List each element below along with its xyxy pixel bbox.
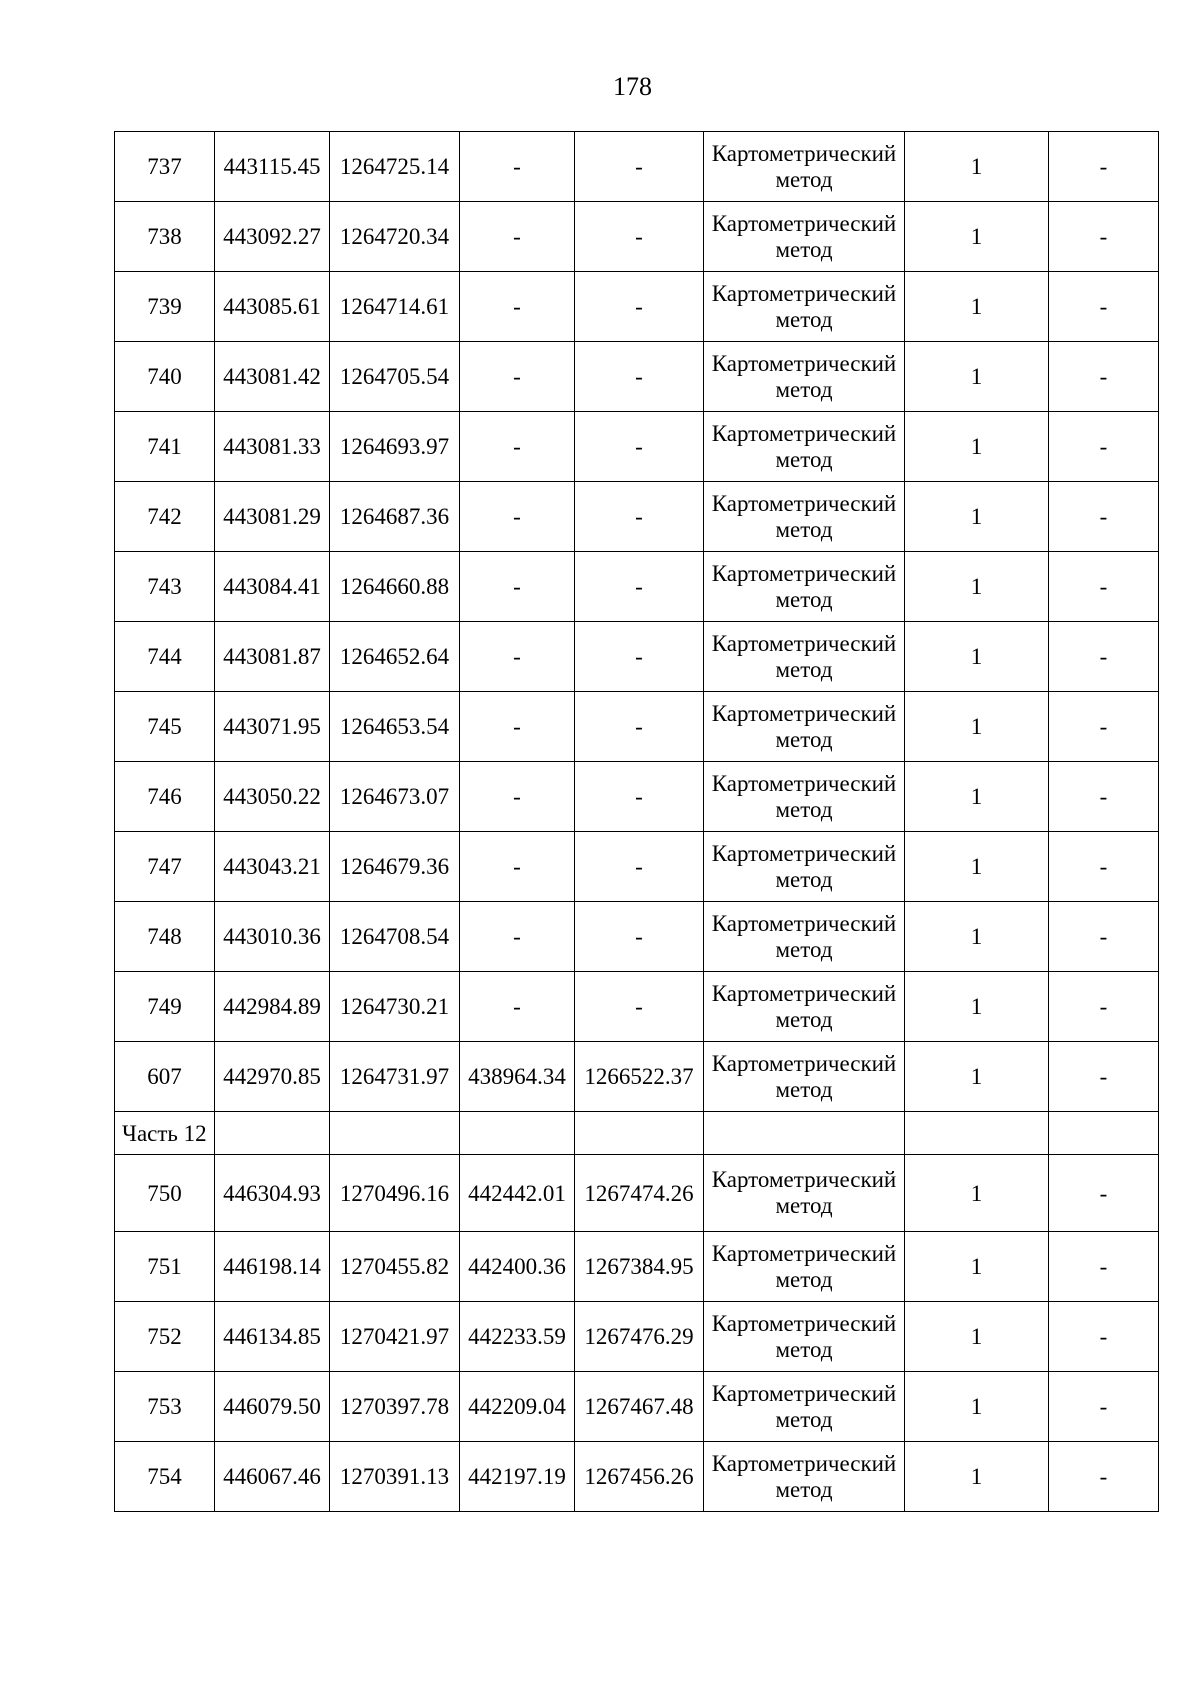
method-cell	[704, 762, 905, 832]
x-coordinate-cell: 446198.14	[215, 1232, 330, 1302]
table-row	[115, 342, 1159, 412]
y-coordinate-cell: 1264731.97	[330, 1042, 460, 1112]
method-cell	[704, 412, 905, 482]
note-cell: -	[1049, 342, 1159, 412]
note-cell: -	[1049, 832, 1159, 902]
accuracy-cell: 1	[905, 1302, 1049, 1372]
y-coordinate-prev-cell: -	[575, 622, 704, 692]
method-text-line2: метод	[775, 936, 833, 962]
point-number-cell: 750	[115, 1155, 215, 1232]
note-cell: -	[1049, 692, 1159, 762]
accuracy-cell: 1	[905, 1232, 1049, 1302]
y-coordinate-prev-cell: -	[575, 132, 704, 202]
x-coordinate-prev-cell: -	[460, 902, 575, 972]
method-text-line2: метод	[775, 236, 833, 262]
method-cell	[704, 1372, 905, 1442]
method-text-line1: Картометрический	[711, 140, 897, 166]
y-coordinate-cell: 1270421.97	[330, 1302, 460, 1372]
table-row	[115, 902, 1159, 972]
page-number: 178	[613, 72, 652, 101]
coordinates-table	[114, 131, 1159, 1512]
y-coordinate-prev-cell: -	[575, 762, 704, 832]
part-label: Часть 12	[115, 1112, 215, 1155]
table-row	[115, 272, 1159, 342]
part-header-row	[115, 1112, 1159, 1155]
point-number-cell: 749	[115, 972, 215, 1042]
accuracy-cell: 1	[905, 412, 1049, 482]
x-coordinate-cell: 443071.95	[215, 692, 330, 762]
y-coordinate-cell: 1264653.54	[330, 692, 460, 762]
table-row	[115, 132, 1159, 202]
note-cell: -	[1049, 272, 1159, 342]
empty-cell	[215, 1112, 330, 1155]
y-coordinate-cell: 1264725.14	[330, 132, 460, 202]
y-coordinate-cell: 1264714.61	[330, 272, 460, 342]
note-cell: -	[1049, 202, 1159, 272]
method-text-line2: метод	[775, 1266, 833, 1292]
table-row	[115, 972, 1159, 1042]
y-coordinate-cell: 1264708.54	[330, 902, 460, 972]
empty-cell	[330, 1112, 460, 1155]
y-coordinate-cell: 1264705.54	[330, 342, 460, 412]
method-text-line1: Картометрический	[711, 1450, 897, 1476]
accuracy-cell: 1	[905, 552, 1049, 622]
method-cell	[704, 972, 905, 1042]
accuracy-cell: 1	[905, 132, 1049, 202]
point-number-cell: 754	[115, 1442, 215, 1512]
table-row	[115, 832, 1159, 902]
method-text-line1: Картометрический	[711, 350, 897, 376]
x-coordinate-cell: 443085.61	[215, 272, 330, 342]
method-cell	[704, 482, 905, 552]
method-cell	[704, 692, 905, 762]
method-text-line2: метод	[775, 166, 833, 192]
x-coordinate-prev-cell: -	[460, 272, 575, 342]
accuracy-cell: 1	[905, 972, 1049, 1042]
method-text-line1: Картометрический	[711, 280, 897, 306]
y-coordinate-cell: 1264687.36	[330, 482, 460, 552]
y-coordinate-prev-cell: -	[575, 412, 704, 482]
x-coordinate-cell: 443115.45	[215, 132, 330, 202]
accuracy-cell: 1	[905, 1372, 1049, 1442]
method-text-line2: метод	[775, 1406, 833, 1432]
table-row	[115, 692, 1159, 762]
y-coordinate-prev-cell: 1267476.29	[575, 1302, 704, 1372]
method-text-line1: Картометрический	[711, 1167, 897, 1192]
note-cell: -	[1049, 1302, 1159, 1372]
method-text-line1: Картометрический	[711, 210, 897, 236]
accuracy-cell: 1	[905, 622, 1049, 692]
y-coordinate-prev-cell: -	[575, 272, 704, 342]
x-coordinate-prev-cell: 442442.01	[460, 1155, 575, 1232]
x-coordinate-prev-cell: 438964.34	[460, 1042, 575, 1112]
note-cell: -	[1049, 552, 1159, 622]
x-coordinate-cell: 443081.29	[215, 482, 330, 552]
accuracy-cell: 1	[905, 762, 1049, 832]
point-number-cell: 740	[115, 342, 215, 412]
accuracy-cell: 1	[905, 1155, 1049, 1232]
table-row	[115, 1372, 1159, 1442]
table-row	[115, 482, 1159, 552]
x-coordinate-prev-cell: -	[460, 622, 575, 692]
accuracy-cell: 1	[905, 342, 1049, 412]
note-cell: -	[1049, 762, 1159, 832]
x-coordinate-cell: 443081.42	[215, 342, 330, 412]
note-cell: -	[1049, 1042, 1159, 1112]
method-cell	[704, 1232, 905, 1302]
point-number-cell: 747	[115, 832, 215, 902]
y-coordinate-cell: 1264679.36	[330, 832, 460, 902]
x-coordinate-cell: 443084.41	[215, 552, 330, 622]
method-text-line1: Картометрический	[711, 560, 897, 586]
point-number-cell: 743	[115, 552, 215, 622]
y-coordinate-prev-cell: 1267474.26	[575, 1155, 704, 1232]
method-text-line1: Картометрический	[711, 770, 897, 796]
y-coordinate-prev-cell: 1267384.95	[575, 1232, 704, 1302]
table-body	[115, 132, 1159, 1512]
note-cell: -	[1049, 622, 1159, 692]
method-cell	[704, 832, 905, 902]
y-coordinate-prev-cell: -	[575, 972, 704, 1042]
x-coordinate-cell: 446079.50	[215, 1372, 330, 1442]
table-row	[115, 622, 1159, 692]
method-cell	[704, 202, 905, 272]
table-row	[115, 1155, 1159, 1232]
x-coordinate-cell: 443081.87	[215, 622, 330, 692]
accuracy-cell: 1	[905, 1442, 1049, 1512]
accuracy-cell: 1	[905, 482, 1049, 552]
accuracy-cell: 1	[905, 202, 1049, 272]
point-number-cell: 741	[115, 412, 215, 482]
y-coordinate-prev-cell: 1267456.26	[575, 1442, 704, 1512]
y-coordinate-prev-cell: -	[575, 902, 704, 972]
note-cell: -	[1049, 1372, 1159, 1442]
table-row	[115, 762, 1159, 832]
method-cell	[704, 1155, 905, 1232]
method-text-line1: Картометрический	[711, 1310, 897, 1336]
empty-cell	[905, 1112, 1049, 1155]
x-coordinate-prev-cell: -	[460, 692, 575, 762]
y-coordinate-prev-cell: 1267467.48	[575, 1372, 704, 1442]
x-coordinate-cell: 446067.46	[215, 1442, 330, 1512]
note-cell: -	[1049, 412, 1159, 482]
method-cell	[704, 342, 905, 412]
method-text-line2: метод	[775, 1076, 833, 1102]
x-coordinate-cell: 446304.93	[215, 1155, 330, 1232]
note-cell: -	[1049, 1442, 1159, 1512]
x-coordinate-prev-cell: -	[460, 762, 575, 832]
y-coordinate-prev-cell: -	[575, 202, 704, 272]
y-coordinate-cell: 1264660.88	[330, 552, 460, 622]
x-coordinate-prev-cell: -	[460, 832, 575, 902]
point-number-cell: 748	[115, 902, 215, 972]
point-number-cell: 737	[115, 132, 215, 202]
method-cell	[704, 1302, 905, 1372]
y-coordinate-prev-cell: -	[575, 832, 704, 902]
table-row	[115, 412, 1159, 482]
method-text-line1: Картометрический	[711, 490, 897, 516]
x-coordinate-cell: 443092.27	[215, 202, 330, 272]
table-row	[115, 202, 1159, 272]
method-text-line2: метод	[775, 586, 833, 612]
x-coordinate-prev-cell: 442209.04	[460, 1372, 575, 1442]
method-text-line2: метод	[775, 306, 833, 332]
method-text-line2: метод	[775, 446, 833, 472]
x-coordinate-cell: 443043.21	[215, 832, 330, 902]
x-coordinate-prev-cell: 442197.19	[460, 1442, 575, 1512]
point-number-cell: 738	[115, 202, 215, 272]
method-text-line1: Картометрический	[711, 420, 897, 446]
note-cell: -	[1049, 482, 1159, 552]
empty-cell	[1049, 1112, 1159, 1155]
note-cell: -	[1049, 132, 1159, 202]
y-coordinate-cell: 1270397.78	[330, 1372, 460, 1442]
accuracy-cell: 1	[905, 692, 1049, 762]
accuracy-cell: 1	[905, 832, 1049, 902]
method-text-line1: Картометрический	[711, 700, 897, 726]
note-cell: -	[1049, 972, 1159, 1042]
method-text-line1: Картометрический	[711, 1240, 897, 1266]
empty-cell	[460, 1112, 575, 1155]
point-number-cell: 744	[115, 622, 215, 692]
x-coordinate-prev-cell: -	[460, 552, 575, 622]
point-number-cell: 752	[115, 1302, 215, 1372]
point-number-cell: 607	[115, 1042, 215, 1112]
note-cell: -	[1049, 1155, 1159, 1232]
method-text-line2: метод	[775, 516, 833, 542]
method-cell	[704, 272, 905, 342]
table-row	[115, 1302, 1159, 1372]
x-coordinate-prev-cell: -	[460, 412, 575, 482]
x-coordinate-cell: 442984.89	[215, 972, 330, 1042]
method-text-line2: метод	[775, 1193, 833, 1218]
x-coordinate-cell: 446134.85	[215, 1302, 330, 1372]
method-text-line2: метод	[775, 866, 833, 892]
x-coordinate-prev-cell: -	[460, 482, 575, 552]
method-cell	[704, 902, 905, 972]
x-coordinate-cell: 443081.33	[215, 412, 330, 482]
y-coordinate-cell: 1270455.82	[330, 1232, 460, 1302]
method-text-line1: Картометрический	[711, 630, 897, 656]
point-number-cell: 739	[115, 272, 215, 342]
x-coordinate-prev-cell: -	[460, 132, 575, 202]
accuracy-cell: 1	[905, 272, 1049, 342]
empty-cell	[704, 1112, 905, 1155]
x-coordinate-prev-cell: 442233.59	[460, 1302, 575, 1372]
y-coordinate-prev-cell: 1266522.37	[575, 1042, 704, 1112]
method-text-line2: метод	[775, 796, 833, 822]
method-cell	[704, 622, 905, 692]
point-number-cell: 751	[115, 1232, 215, 1302]
method-text-line1: Картометрический	[711, 1380, 897, 1406]
x-coordinate-prev-cell: 442400.36	[460, 1232, 575, 1302]
accuracy-cell: 1	[905, 1042, 1049, 1112]
method-text-line2: метод	[775, 1336, 833, 1362]
y-coordinate-cell: 1264673.07	[330, 762, 460, 832]
y-coordinate-cell: 1264652.64	[330, 622, 460, 692]
table-row	[115, 1232, 1159, 1302]
x-coordinate-cell: 442970.85	[215, 1042, 330, 1112]
y-coordinate-prev-cell: -	[575, 342, 704, 412]
method-cell	[704, 132, 905, 202]
empty-cell	[575, 1112, 704, 1155]
table-row	[115, 1042, 1159, 1112]
y-coordinate-cell: 1264730.21	[330, 972, 460, 1042]
table-row	[115, 1442, 1159, 1512]
method-text-line1: Картометрический	[711, 1050, 897, 1076]
y-coordinate-prev-cell: -	[575, 552, 704, 622]
x-coordinate-prev-cell: -	[460, 342, 575, 412]
x-coordinate-cell: 443010.36	[215, 902, 330, 972]
point-number-cell: 742	[115, 482, 215, 552]
y-coordinate-cell: 1264720.34	[330, 202, 460, 272]
point-number-cell: 753	[115, 1372, 215, 1442]
method-text-line2: метод	[775, 656, 833, 682]
y-coordinate-cell: 1264693.97	[330, 412, 460, 482]
x-coordinate-prev-cell: -	[460, 202, 575, 272]
method-text-line2: метод	[775, 376, 833, 402]
note-cell: -	[1049, 1232, 1159, 1302]
note-cell: -	[1049, 902, 1159, 972]
method-cell	[704, 1042, 905, 1112]
y-coordinate-cell: 1270391.13	[330, 1442, 460, 1512]
x-coordinate-cell: 443050.22	[215, 762, 330, 832]
y-coordinate-prev-cell: -	[575, 692, 704, 762]
point-number-cell: 745	[115, 692, 215, 762]
method-text-line2: метод	[775, 1476, 833, 1502]
method-text-line1: Картометрический	[711, 980, 897, 1006]
y-coordinate-prev-cell: -	[575, 482, 704, 552]
method-text-line1: Картометрический	[711, 910, 897, 936]
method-text-line2: метод	[775, 726, 833, 752]
method-text-line2: метод	[775, 1006, 833, 1032]
accuracy-cell: 1	[905, 902, 1049, 972]
y-coordinate-cell: 1270496.16	[330, 1155, 460, 1232]
point-number-cell: 746	[115, 762, 215, 832]
method-cell	[704, 1442, 905, 1512]
x-coordinate-prev-cell: -	[460, 972, 575, 1042]
table-row	[115, 552, 1159, 622]
method-text-line1: Картометрический	[711, 840, 897, 866]
method-cell	[704, 552, 905, 622]
